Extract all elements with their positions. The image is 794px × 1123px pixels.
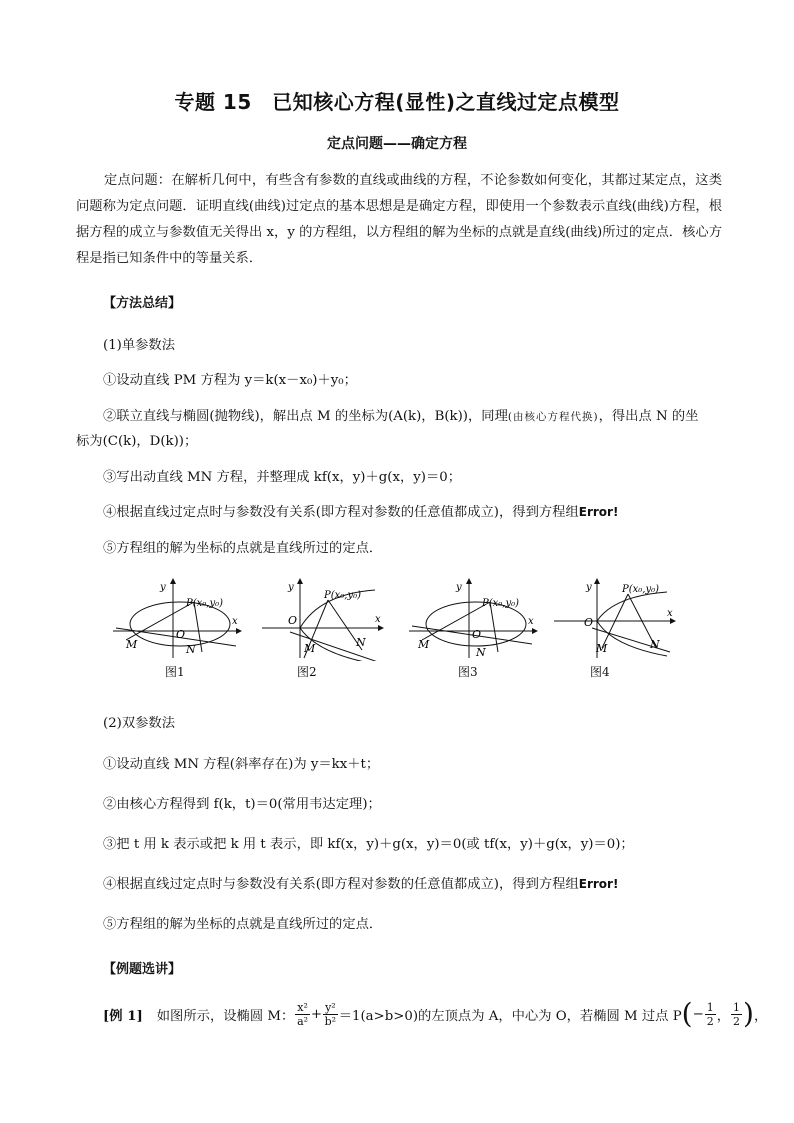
fig2-label-m: M	[304, 642, 316, 655]
single-step-4	[103, 501, 618, 520]
fig3-label-o: O	[472, 628, 482, 641]
fig2-label-p: P(x₀,y₀)	[324, 590, 362, 601]
frac1-num: x²	[297, 1000, 308, 1014]
figure-1-caption: 图1	[165, 665, 185, 679]
fig2-label-n: N	[356, 636, 366, 649]
frac4-num: 1	[733, 1000, 741, 1014]
fig4-label-p: P(x₀,y₀)	[622, 584, 660, 595]
frac1-den: a²	[297, 1014, 309, 1028]
fig3-x-arrow	[532, 628, 538, 634]
double-step-4-error: Error!	[578, 877, 619, 891]
figure-4-caption: 图4	[590, 665, 610, 679]
examples-heading: 【例题选讲】	[103, 962, 182, 977]
fraction-one-half-a	[705, 1001, 716, 1028]
fig1-label-m: M	[126, 638, 138, 651]
frac2-num: y²	[325, 1000, 336, 1014]
page-subtitle: 定点问题——确定方程	[327, 136, 467, 152]
single-step-5: ⑤方程组的解为坐标的点就是直线所过的定点．	[103, 541, 383, 556]
fig1-label-o: O	[176, 628, 186, 641]
fig2-label-x: x	[375, 614, 381, 625]
single-step-1: ①设动直线 PM 方程为 y＝k(x－x₀)＋y₀；	[103, 373, 357, 388]
double-param-heading: (2)双参数法	[103, 716, 176, 731]
single-step-2	[103, 405, 698, 424]
example-1-text-c: ，	[753, 1008, 768, 1024]
fig1-label-x: x	[232, 616, 238, 627]
double-step-4	[103, 873, 618, 892]
fig4-y-arrow	[594, 578, 600, 584]
figure-2	[260, 576, 385, 661]
double-step-1: ①设动直线 MN 方程(斜率存在)为 y＝kx＋t；	[103, 757, 380, 772]
double-step-5: ⑤方程组的解为坐标的点就是直线所过的定点．	[103, 917, 383, 932]
fig3-y-arrow	[466, 578, 472, 584]
fig2-y-arrow	[297, 578, 303, 584]
fig3-label-m: M	[418, 638, 430, 651]
double-step-4-text: ④根据直线过定点时与参数没有关系(即方程对参数的任意值都成立)，得到方程组	[103, 877, 579, 892]
figure-2-caption: 图2	[297, 665, 317, 679]
fig1-label-y: y	[160, 582, 166, 593]
figure-4	[552, 576, 677, 661]
fraction-one-half-b	[731, 1001, 742, 1028]
fig1-label-p: P(x₀,y₀)	[186, 598, 224, 609]
fig4-label-n: N	[650, 638, 660, 651]
single-param-heading: (1)单参数法	[103, 338, 176, 353]
single-step-2a: ②联立直线与椭圆(抛物线)，解出点 M 的坐标为(A(k)，B(k))，同理	[103, 409, 508, 424]
single-step-2b: ，得出点 N 的坐	[598, 409, 699, 424]
example-1-text-a: 如图所示，设椭圆 M：	[156, 1008, 295, 1024]
single-step-4-text: ④根据直线过定点时与参数没有关系(即方程对参数的任意值都成立)，得到方程组	[103, 505, 579, 520]
single-step-3: ③写出动直线 MN 方程，并整理成 kf(x，y)＋g(x，y)＝0；	[103, 470, 461, 485]
figure-3	[404, 576, 539, 661]
fig4-label-y: y	[586, 582, 592, 593]
example-1-text-b: ＝1(a>b>0)的左顶点为 A，中心为 O，若椭圆 M 过点 P	[338, 1008, 682, 1024]
fig3-label-n: N	[476, 646, 486, 659]
fig4-label-m: M	[596, 642, 608, 655]
fraction-y2-b2	[323, 1001, 338, 1028]
figure-3-caption: 图3	[458, 665, 478, 679]
fig2-x-arrow	[378, 625, 384, 631]
fig4-label-o: O	[584, 616, 594, 629]
fig3-label-y: y	[456, 582, 462, 593]
method-heading: 【方法总结】	[103, 296, 182, 311]
fig4-label-x: x	[667, 608, 673, 619]
double-step-2: ②由核心方程得到 f(k，t)＝0(常用韦达定理)；	[103, 797, 381, 812]
single-step-4-error: Error!	[578, 505, 619, 519]
page-title: 专题 15 已知核心方程(显性)之直线过定点模型	[174, 90, 620, 114]
figure-1	[108, 576, 243, 661]
fig1-y-arrow	[170, 578, 176, 584]
frac2-den: b²	[324, 1014, 337, 1028]
intro-paragraph: 定点问题：在解析几何中，有些含有参数的直线或曲线的方程，不论参数如何变化，其都过某定点，这类问题称为定点问题．证明直线(曲线)过定点的基本思想是是确定方程，即使用一个参数表示直线(曲线)方程，根据方程的成立与参数值无关得出 x，y 的方程组，以方程组的解为坐标的点就是直线(曲线)所过的定点．核心方程是指已知条件中的等量关系．	[76, 173, 722, 266]
double-step-3: ③把 t 用 k 表示或把 k 用 t 表示，即 kf(x，y)＋g(x，y)＝0(或 tf(x，y)＋g(x，y)＝0)；	[103, 837, 634, 852]
fraction-x2-a2	[295, 1001, 310, 1028]
fig2-label-y: y	[288, 582, 294, 593]
frac3-den: 2	[706, 1014, 714, 1028]
fig4-parabola-upper	[597, 592, 667, 621]
fig3-label-x: x	[528, 616, 534, 627]
left-paren: (	[681, 997, 693, 1030]
fig1-label-n: N	[186, 643, 196, 656]
fig3-label-p: P(x₀,y₀)	[482, 598, 520, 609]
minus-sign: −	[692, 1006, 704, 1022]
comma: ，	[716, 1008, 731, 1024]
fig2-label-o: O	[288, 614, 298, 627]
frac4-den: 2	[733, 1014, 741, 1028]
plus-sign: +	[310, 1006, 323, 1022]
right-paren: )	[743, 997, 754, 1030]
single-step-2-cont: 标为(C(k)，D(k))；	[76, 434, 198, 449]
fig1-x-arrow	[236, 628, 242, 634]
single-step-2-note: (由核心方程代换)	[507, 411, 599, 423]
example-1	[103, 997, 768, 1030]
example-1-label: [例 1]	[103, 1008, 143, 1024]
frac3-num: 1	[706, 1000, 714, 1014]
